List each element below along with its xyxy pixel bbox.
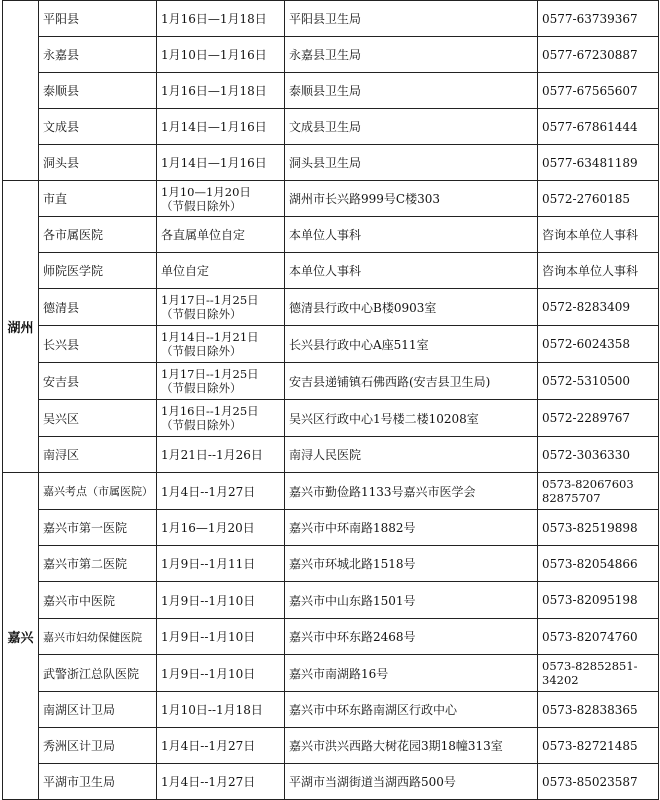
- place-cell: 嘉兴市中环东路南湖区行政中心: [285, 692, 538, 728]
- place-cell: 嘉兴市中环南路1882号: [285, 510, 538, 546]
- place-cell: 泰顺县卫生局: [285, 73, 538, 109]
- place-cell: 德清县行政中心B楼0903室: [285, 289, 538, 326]
- time-cell: 1月21日--1月26日: [157, 437, 285, 473]
- table-row: [3, 73, 659, 109]
- phone-cell: 咨询本单位人事科: [538, 217, 659, 253]
- phone-cell: 0577-67861444: [538, 109, 659, 145]
- time-cell: 1月4日--1月27日: [157, 764, 285, 800]
- table-row: [3, 145, 659, 181]
- time-range: 1月16日--1月25日: [161, 404, 259, 418]
- place-cell: 洞头县卫生局: [285, 145, 538, 181]
- phone-cell: 0572-2289767: [538, 400, 659, 437]
- time-range: 1月17日--1月25日: [161, 293, 259, 307]
- time-note: （节假日除外）: [161, 198, 242, 213]
- place-cell: 文成县卫生局: [285, 109, 538, 145]
- unit-cell: 嘉兴市中医院: [39, 582, 157, 619]
- table-row: [3, 546, 659, 582]
- place-cell: 本单位人事科: [285, 253, 538, 289]
- table-row: [3, 582, 659, 619]
- phone-cell: 0572-2760185: [538, 181, 659, 217]
- table-row: [3, 692, 659, 728]
- unit-cell: 嘉兴考点（市属医院）: [39, 473, 157, 510]
- unit-cell: 长兴县: [39, 326, 157, 363]
- phone-cell: 咨询本单位人事科: [538, 253, 659, 289]
- place-cell: 嘉兴市中山东路1501号: [285, 582, 538, 619]
- unit-cell: 文成县: [39, 109, 157, 145]
- time-range: 1月14日--1月21日: [161, 330, 259, 344]
- phone-cell: 0573-82074760: [538, 619, 659, 655]
- time-cell: 1月16—1月20日: [157, 510, 285, 546]
- time-range: 1月17日--1月25日: [161, 367, 259, 381]
- unit-cell: 嘉兴市第一医院: [39, 510, 157, 546]
- table-row: [3, 437, 659, 473]
- unit-cell: 师院医学院: [39, 253, 157, 289]
- phone-cell: 0572-5310500: [538, 363, 659, 400]
- time-cell: 1月4日--1月27日: [157, 728, 285, 764]
- time-cell: [157, 181, 285, 217]
- unit-cell: 洞头县: [39, 145, 157, 181]
- unit-cell: 嘉兴市妇幼保健医院: [39, 619, 157, 655]
- place-cell: 吴兴区行政中心1号楼二楼10208室: [285, 400, 538, 437]
- table-row: [3, 655, 659, 692]
- phone-cell: 0572-8283409: [538, 289, 659, 326]
- table-row: [3, 510, 659, 546]
- phone-cell: 0577-63739367: [538, 1, 659, 37]
- place-cell: 本单位人事科: [285, 217, 538, 253]
- table-row: [3, 764, 659, 800]
- time-cell: 各直属单位自定: [157, 217, 285, 253]
- registration-table: [2, 0, 659, 800]
- place-cell: 永嘉县卫生局: [285, 37, 538, 73]
- table-row: [3, 400, 659, 437]
- table-row: [3, 289, 659, 326]
- table-row: [3, 619, 659, 655]
- table-row: [3, 363, 659, 400]
- time-cell: 1月14日—1月16日: [157, 109, 285, 145]
- phone-cell: 0573-82519898: [538, 510, 659, 546]
- place-cell: 嘉兴市洪兴西路大树花园3期18幢313室: [285, 728, 538, 764]
- region-cell: [3, 1, 39, 181]
- time-note: （节假日除外）: [161, 307, 242, 321]
- time-cell: 1月14日—1月16日: [157, 145, 285, 181]
- unit-cell: 吴兴区: [39, 400, 157, 437]
- unit-cell: 泰顺县: [39, 73, 157, 109]
- time-cell: 1月10日—1月16日: [157, 37, 285, 73]
- phone-cell: 0573-82067603 82875707: [538, 473, 659, 510]
- phone-cell: 0572-6024358: [538, 326, 659, 363]
- phone-cell: 0573-82721485: [538, 728, 659, 764]
- place-cell: 长兴县行政中心A座511室: [285, 326, 538, 363]
- unit-cell: 武警浙江总队医院: [39, 655, 157, 692]
- place-cell: 南浔人民医院: [285, 437, 538, 473]
- unit-cell: 嘉兴市第二医院: [39, 546, 157, 582]
- region-cell: 湖州: [3, 181, 39, 473]
- phone-cell: 0573-82838365: [538, 692, 659, 728]
- place-cell: 嘉兴市中环东路2468号: [285, 619, 538, 655]
- unit-cell: 永嘉县: [39, 37, 157, 73]
- time-cell: 1月9日--1月10日: [157, 619, 285, 655]
- time-cell: 1月9日--1月11日: [157, 546, 285, 582]
- unit-cell: 南湖区计卫局: [39, 692, 157, 728]
- place-cell: 嘉兴市环城北路1518号: [285, 546, 538, 582]
- table-row: [3, 37, 659, 73]
- time-cell: 1月4日--1月27日: [157, 473, 285, 510]
- time-cell: 1月16日—1月18日: [157, 73, 285, 109]
- region-cell: 嘉兴: [3, 473, 39, 800]
- time-cell: [157, 289, 285, 326]
- table-row: [3, 728, 659, 764]
- place-cell: 嘉兴市南湖路16号: [285, 655, 538, 692]
- table-row: [3, 181, 659, 217]
- time-cell: 1月9日--1月10日: [157, 655, 285, 692]
- unit-cell: 各市属医院: [39, 217, 157, 253]
- time-cell: 单位自定: [157, 253, 285, 289]
- time-cell: [157, 326, 285, 363]
- phone-cell: 0572-3036330: [538, 437, 659, 473]
- time-note: （节假日除外）: [161, 418, 242, 432]
- unit-cell: 南浔区: [39, 437, 157, 473]
- phone-cell: 0573-85023587: [538, 764, 659, 800]
- time-range: 1月10—1月20日: [161, 184, 251, 199]
- time-cell: [157, 400, 285, 437]
- time-cell: 1月10日--1月18日: [157, 692, 285, 728]
- phone-cell: 0577-67230887: [538, 37, 659, 73]
- time-note: （节假日除外）: [161, 381, 242, 395]
- unit-cell: 平湖市卫生局: [39, 764, 157, 800]
- place-cell: 平阳县卫生局: [285, 1, 538, 37]
- unit-cell: 平阳县: [39, 1, 157, 37]
- unit-cell: 秀洲区计卫局: [39, 728, 157, 764]
- time-cell: 1月16日—1月18日: [157, 1, 285, 37]
- phone-cell: 0573-82054866: [538, 546, 659, 582]
- phone-cell: 0577-63481189: [538, 145, 659, 181]
- table-row: [3, 217, 659, 253]
- phone-cell: 0573-82095198: [538, 582, 659, 619]
- phone-cell: 0577-67565607: [538, 73, 659, 109]
- place-cell: 湖州市长兴路999号C楼303: [285, 181, 538, 217]
- table-row: [3, 109, 659, 145]
- place-cell: 嘉兴市勤俭路1133号嘉兴市医学会: [285, 473, 538, 510]
- unit-cell: 市直: [39, 181, 157, 217]
- place-cell: 平湖市当湖街道当湖西路500号: [285, 764, 538, 800]
- unit-cell: 安吉县: [39, 363, 157, 400]
- table-row: [3, 1, 659, 37]
- time-cell: 1月9日--1月10日: [157, 582, 285, 619]
- phone-cell: 0573-82852851- 34202: [538, 655, 659, 692]
- place-cell: 安吉县递铺镇石佛西路(安吉县卫生局): [285, 363, 538, 400]
- table-row: [3, 253, 659, 289]
- table-row: [3, 326, 659, 363]
- time-cell: [157, 363, 285, 400]
- table-row: [3, 473, 659, 510]
- unit-cell: 德清县: [39, 289, 157, 326]
- time-note: （节假日除外）: [161, 344, 242, 358]
